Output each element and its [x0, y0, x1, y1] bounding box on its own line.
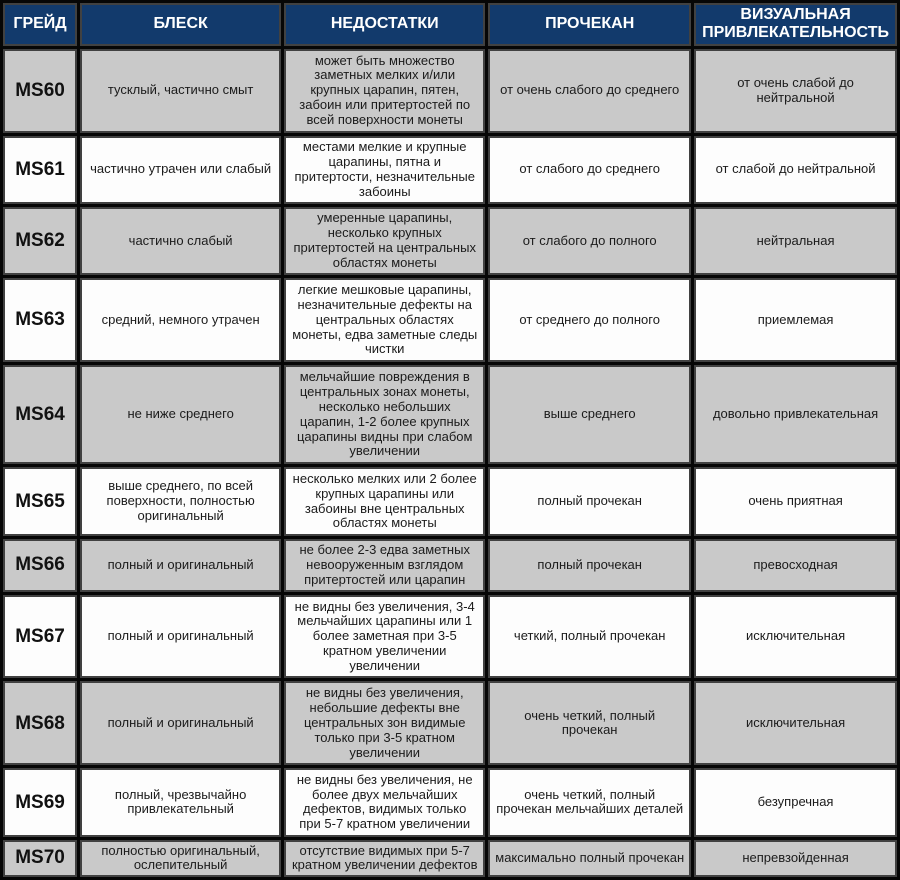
grade-cell: MS65	[3, 467, 77, 535]
strike-cell: четкий, полный прочекан	[488, 595, 691, 679]
strike-cell: от слабого до полного	[488, 207, 691, 275]
header-row	[3, 3, 897, 46]
appeal-cell: приемлемая	[694, 278, 897, 362]
defects-cell: не более 2-3 едва заметных невооруженным взглядом притертостей или царапин	[284, 539, 485, 592]
defects-cell: местами мелкие и крупные царапины, пятна и притертости, незначительные забоины	[284, 136, 485, 204]
table-row	[3, 539, 897, 592]
strike-cell: выше среднего	[488, 365, 691, 464]
appeal-cell: исключительная	[694, 595, 897, 679]
appeal-cell: от слабой до нейтральной	[694, 136, 897, 204]
luster-cell: частично слабый	[80, 207, 281, 275]
grade-cell: MS62	[3, 207, 77, 275]
appeal-cell: довольно привлекательная	[694, 365, 897, 464]
header-luster: БЛЕСК	[80, 3, 281, 46]
luster-cell: полный и оригинальный	[80, 595, 281, 679]
appeal-cell: исключительная	[694, 681, 897, 765]
grade-cell: MS69	[3, 768, 77, 836]
luster-cell: средний, немного утрачен	[80, 278, 281, 362]
table-row	[3, 595, 897, 679]
table-row	[3, 768, 897, 836]
table-row	[3, 278, 897, 362]
luster-cell: полностью оригинальный, ослепительный	[80, 840, 281, 877]
defects-cell: отсутствие видимых при 5-7 кратном увеличении дефектов	[284, 840, 485, 877]
strike-cell: очень четкий, полный прочекан мельчайших деталей	[488, 768, 691, 836]
header-grade: ГРЕЙД	[3, 3, 77, 46]
luster-cell: выше среднего, по всей поверхности, полностью оригинальный	[80, 467, 281, 535]
defects-cell: может быть множество заметных мелких и/или крупных царапин, пятен, забоин или притертостей по всей поверхности монеты	[284, 49, 485, 133]
luster-cell: полный, чрезвычайно привлекательный	[80, 768, 281, 836]
luster-cell: полный и оригинальный	[80, 681, 281, 765]
strike-cell: максимально полный прочекан	[488, 840, 691, 877]
appeal-cell: превосходная	[694, 539, 897, 592]
appeal-cell: очень приятная	[694, 467, 897, 535]
table-row	[3, 840, 897, 877]
grade-cell: MS61	[3, 136, 77, 204]
strike-cell: очень четкий, полный прочекан	[488, 681, 691, 765]
strike-cell: от слабого до среднего	[488, 136, 691, 204]
defects-cell: мельчайшие повреждения в центральных зонах монеты, несколько небольших царапин, 1-2 более крупных царапины видны при слабом увеличении	[284, 365, 485, 464]
appeal-cell: от очень слабой до нейтральной	[694, 49, 897, 133]
grade-cell: MS64	[3, 365, 77, 464]
table-row	[3, 136, 897, 204]
grade-cell: MS63	[3, 278, 77, 362]
table-row	[3, 681, 897, 765]
luster-cell: частично утрачен или слабый	[80, 136, 281, 204]
table-row	[3, 467, 897, 535]
appeal-cell: безупречная	[694, 768, 897, 836]
appeal-cell: непревзойденная	[694, 840, 897, 877]
grade-cell: MS68	[3, 681, 77, 765]
header-strike: ПРОЧЕКАН	[488, 3, 691, 46]
defects-cell: умеренные царапины, несколько крупных притертостей на центральных областях монеты	[284, 207, 485, 275]
strike-cell: полный прочекан	[488, 539, 691, 592]
defects-cell: не видны без увеличения, не более двух мельчайших дефектов, видимых только при 5-7 кратном увеличении	[284, 768, 485, 836]
table-row	[3, 49, 897, 133]
header-appeal: ВИЗУАЛЬНАЯ ПРИВЛЕКАТЕЛЬНОСТЬ	[694, 3, 897, 46]
luster-cell: тусклый, частично смыт	[80, 49, 281, 133]
grade-cell: MS70	[3, 840, 77, 877]
table-row	[3, 365, 897, 464]
defects-cell: не видны без увеличения, небольшие дефекты вне центральных зон видимые только при 3-5 кратном увеличении	[284, 681, 485, 765]
appeal-cell: нейтральная	[694, 207, 897, 275]
strike-cell: полный прочекан	[488, 467, 691, 535]
strike-cell: от очень слабого до среднего	[488, 49, 691, 133]
strike-cell: от среднего до полного	[488, 278, 691, 362]
luster-cell: не ниже среднего	[80, 365, 281, 464]
grade-cell: MS60	[3, 49, 77, 133]
header-defects: НЕДОСТАТКИ	[284, 3, 485, 46]
grade-cell: MS66	[3, 539, 77, 592]
defects-cell: легкие мешковые царапины, незначительные дефекты на центральных областях монеты, едва заметные следы чистки	[284, 278, 485, 362]
grade-cell: MS67	[3, 595, 77, 679]
defects-cell: несколько мелких или 2 более крупных царапины или забоины вне центральных областях монеты	[284, 467, 485, 535]
table-row	[3, 207, 897, 275]
luster-cell: полный и оригинальный	[80, 539, 281, 592]
defects-cell: не видны без увеличения, 3-4 мельчайших царапины или 1 более заметная при 3-5 кратном увеличении увеличении	[284, 595, 485, 679]
